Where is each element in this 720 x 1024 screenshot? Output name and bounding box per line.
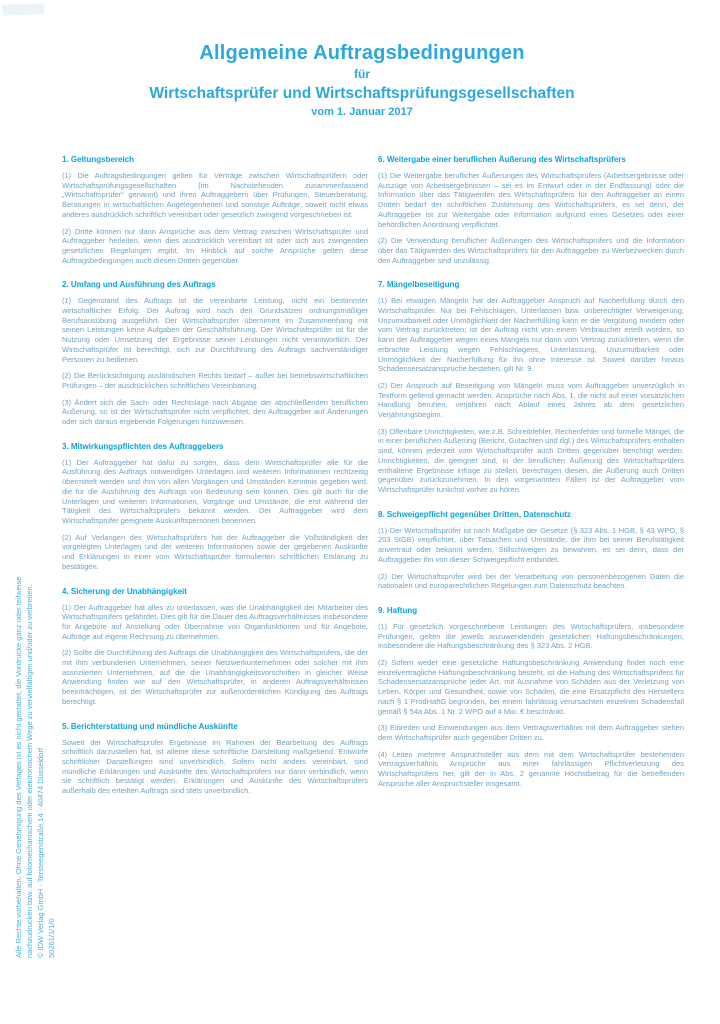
terms-section bbox=[378, 280, 684, 494]
section-heading: 2. Umfang und Ausführung des Auftrags bbox=[62, 280, 216, 290]
section-paragraph: (1) Der Auftraggeber hat alles zu unterlassen, was die Unabhängigkeit der Mitarbeiter des Wirtschaftsprüfers gefährdet. Dies gilt für die Dauer des Auftragsverhältnisses insbesondere für Angebote auf Anstellung oder Übernahme von Organfunktionen und für Angebote, Aufträge auf eigene Rechnung zu übernehmen. bbox=[62, 602, 368, 641]
section-paragraph: (1) Bei etwaigen Mängeln hat der Auftraggeber Anspruch auf Nacherfüllung durch den Wirtschaftsprüfer. Nur bei Fehlschlagen, Unterlassen bzw. unberechtigter Verweigerung, Unzumutbarkeit oder Unmöglichkeit der Nacherfüllung kann er die Vergütung mindern oder vom Vertrag zurücktreten; ist der Auftrag nicht von einem Verbraucher erteilt worden, so kann der Auftraggeber wegen eines Mangels nur dann vom Vertrag zurücktreten, wenn die erbrachte Leistung wegen Fehlschlagens, Unterlassung, Unzumutbarkeit oder Unmöglichkeit der Nacherfüllung für ihn ohne Interesse ist. Soweit darüber hinaus Schadensersatzansprüche bestehen, gilt Nr. 9. bbox=[378, 296, 684, 374]
section-heading: 4. Sicherung der Unabhängigkeit bbox=[62, 586, 187, 596]
column-right bbox=[378, 150, 684, 803]
imprint-form-number: 50261/1/1/0 bbox=[47, 918, 56, 958]
section-paragraph: (2) Der Wirtschaftsprüfer wird bei der Verarbeitung von personenbezogenen Daten die nationalen und europarechtlichen Regelungen zum Datenschutz beachten. bbox=[378, 571, 684, 591]
document-title: Allgemeine Auftragsbedingungen bbox=[199, 42, 525, 64]
section-heading: 3. Mitwirkungspflichten des Auftraggebers bbox=[62, 441, 224, 451]
document-subtitle-date: vom 1. Januar 2017 bbox=[311, 106, 413, 118]
terms-section bbox=[62, 722, 368, 796]
section-paragraph: (2) Der Anspruch auf Beseitigung von Mängeln muss vom Auftraggeber unverzüglich in Textform geltend gemacht werden. Ansprüche nach Abs. 1, die nicht auf einer vorsätzlichen Handlung beruhen, verjähren nach Ablauf eines Jahres ab dem gesetzlichen Verjährungsbeginn. bbox=[378, 380, 684, 420]
terms-section bbox=[62, 280, 368, 426]
section-paragraph: (2) Sollte die Durchführung des Auftrags die Unabhängigkeit des Wirtschaftsprüfers, die der mit ihm verbundenen Unternehmen, seiner Netzwerkunternehmen oder solcher mit ihm assoziierten Unternehmen, auf die die Unabhängigkeitsvorschriften in gleicher Weise Anwendung finden wie auf den Wirtschaftsprüfer, in anderen Auftragsverhältnissen beeinträchtigen, ist der Wirtschaftsprüfer zur außerordentlichen Kündigung des Auftrags berechtigt. bbox=[62, 648, 368, 706]
section-paragraph: (3) Einreden und Einwendungen aus dem Vertragsverhältnis mit dem Auftraggeber stehen dem Wirtschaftsprüfer auch gegenüber Dritten zu. bbox=[378, 723, 684, 742]
terms-section bbox=[62, 587, 368, 707]
section-heading: 5. Berichterstattung und mündliche Auskünfte bbox=[62, 721, 238, 731]
margin-imprint bbox=[13, 258, 57, 958]
section-paragraph: (4) Leiten mehrere Anspruchsteller aus dem mit dem Wirtschaftsprüfer bestehenden Vertragsverhältnis Ansprüche aus einer fahrlässigen Pflichtverletzung des Wirtschaftsprüfers her, gilt der in Abs. 2 genannte Höchstbetrag für die betreffenden Ansprüche aller Anspruchsteller insgesamt. bbox=[378, 749, 684, 788]
document-body bbox=[62, 150, 684, 803]
section-paragraph: Soweit der Wirtschaftsprüfer Ergebnisse im Rahmen der Bearbeitung des Auftrags schriftlich darzustellen hat, ist alleine diese schriftliche Darstellung maßgebend. Entwürfe schriftlicher Darstellungen sind unverbindlich. Sofern nicht anders vereinbart, sind mündliche Erklärungen und Auskünfte des Wirtschaftsprüfers nur dann verbindlich, wenn sie schriftlich bestätigt werden. Erklärungen und Auskünfte des Wirtschaftsprüfers außerhalb des erteilten Auftrags sind stets unverbindlich. bbox=[62, 737, 368, 796]
document-header bbox=[62, 40, 662, 120]
terms-section bbox=[378, 155, 684, 265]
print-artifact-mark bbox=[2, 3, 44, 15]
section-heading: 1. Geltungsbereich bbox=[62, 155, 135, 164]
section-paragraph: (1) Für gesetzlich vorgeschriebene Leistungen des Wirtschaftsprüfers, insbesondere Prüfungen, gelten die jeweils anzuwendenden gesetzlichen Haftungsbeschränkungen, insbesondere die Haftungsbeschränkung des § 323 Abs. 2 HGB. bbox=[378, 621, 684, 651]
section-paragraph: (1) Gegenstand des Auftrags ist die vereinbarte Leistung, nicht ein bestimmter wirtschaftlicher Erfolg. Der Auftrag wird nach den Grundsätzen ordnungsmäßiger Berufsausübung ausgeführt. Der Wirtschaftsprüfer übernimmt im Zusammenhang mit seinen Leistungen keine Aufgaben der Geschäftsführung. Der Wirtschaftsprüfer ist für die Nutzung oder Umsetzung der Ergebnisse seiner Leistungen nicht verantwortlich. Der Wirtschaftsprüfer ist berechtigt, sich zur Durchführung des Auftrags sachverständiger Personen zu bedienen. bbox=[62, 296, 368, 364]
column-left bbox=[62, 150, 368, 803]
section-heading: 7. Mängelbeseitigung bbox=[378, 280, 460, 290]
section-paragraph: (1) Der Wirtschaftsprüfer ist nach Maßgabe der Gesetze (§ 323 Abs. 1 HGB, § 43 WPO, § 203 StGB) verpflichtet, über Tatsachen und Umstände, die ihm bei seiner Berufstätigkeit anvertraut oder bekannt werden, Stillschweigen zu bewahren, es sei denn, dass der Auftraggeber ihn von dieser Schweigepflicht entbindet. bbox=[378, 525, 684, 564]
terms-section bbox=[62, 155, 368, 265]
section-paragraph: (2) Die Berücksichtigung ausländischen Rechts bedarf – außer bei betriebswirtschaftlichen Prüfungen – der ausdrücklichen schriftlichen Vereinbarung. bbox=[62, 371, 368, 390]
section-heading: 8. Schweigepflicht gegenüber Dritten, Datenschutz bbox=[378, 509, 571, 519]
section-paragraph: (2) Sofern weder eine gesetzliche Haftungsbeschränkung Anwendung findet noch eine einzelvertragliche Haftungsbeschränkung besteht, ist die Haftung des Wirtschaftsprüfers für Schadensersatzansprüche jeder Art, mit Ausnahme von Schäden aus der Verletzung von Leben, Körper und Gesundheit, sowie von Schäden, die eine Ersatzpflicht des Herstellers nach § 1 ProdHaftG begründen, bei einem fahrlässig verursachten einzelnen Schadensfall gemäß § 54a Abs. 1 Nr. 2 WPO auf 4 Mio. € beschränkt. bbox=[378, 658, 684, 716]
terms-section bbox=[378, 606, 684, 789]
section-heading: 6. Weitergabe einer beruflichen Äußerung des Wirtschaftsprüfers bbox=[378, 155, 626, 164]
document-subtitle-main: Wirtschaftsprüfer und Wirtschaftsprüfungsgesellschaften bbox=[149, 85, 575, 102]
imprint-rights-line: Alle Rechte vorbehalten. Ohne Genehmigung des Verlages ist es nicht gestattet, die Vordrucke ganz oder teilweise bbox=[14, 576, 23, 958]
section-paragraph: (3) Offenbare Unrichtigkeiten, wie z.B. Schreibfehler, Rechenfehler und formelle Mängel, die in einer beruflichen Äußerung (Bericht, Gutachten und dgl.) des Wirtschaftsprüfers enthalten sind, können jederzeit vom Wirtschaftsprüfer auch Dritten gegenüber berichtigt werden. Unrichtigkeiten, die geeignet sind, in der beruflichen Äußerung des Wirtschaftsprüfers enthaltene Ergebnisse infrage zu stellen, berechtigen diesen, die Äußerung auch Dritten gegenüber zurückzunehmen. In den vorgenannten Fällen ist der Auftraggeber vom Wirtschaftsprüfer tunlichst vorher zu hören. bbox=[378, 426, 684, 494]
section-paragraph: (1) Die Weitergabe beruflicher Äußerungen des Wirtschaftsprüfers (Arbeitsergebnisse oder Auszüge von Arbeitsergebnissen – sei es im Entwurf oder in der Endfassung) oder die Information über das Tätigwerden des Wirtschaftsprüfers für den Auftraggeber an einen Dritten bedarf der schriftlichen Zustimmung des Wirtschaftsprüfers, es sei denn, der Auftraggeber ist zur Weitergabe oder Information aufgrund eines Gesetzes oder einer behördlichen Anordnung verpflichtet. bbox=[378, 171, 684, 229]
terms-section bbox=[378, 510, 684, 591]
section-paragraph: (2) Dritte können nur dann Ansprüche aus dem Vertrag zwischen Wirtschaftsprüfer und Auftraggeber herleiten, wenn dies ausdrücklich vereinbart ist oder sich aus zwingenden gesetzlichen Regelungen ergibt. Im Hinblick auf solche Ansprüche gelten diese Auftragsbedingungen auch diesen Dritten gegenüber. bbox=[62, 226, 368, 265]
section-paragraph: (1) Der Auftraggeber hat dafür zu sorgen, dass dem Wirtschaftsprüfer alle für die Ausführung des Auftrags notwendigen Unterlagen und weiteren Informationen rechtzeitig übermittelt werden und ihm von allen Vorgängen und Umständen Kenntnis gegeben wird, die für die Ausführung des Auftrags von Bedeutung sein können. Dies gilt auch für die Unterlagen und weiteren Informationen, Vorgänge und Umstände, die erst während der Tätigkeit des Wirtschaftsprüfers bekannt werden. Der Auftraggeber wird dem Wirtschaftsprüfer geeignete Auskunftspersonen benennen. bbox=[62, 457, 368, 525]
imprint-publisher-line: © IDW Verlag GmbH · Tersteegenstraße 14 · 40474 Düsseldorf bbox=[36, 747, 45, 958]
section-paragraph: (2) Die Verwendung beruflicher Äußerungen des Wirtschaftsprüfers und die Information über das Tätigwerden des Wirtschaftsprüfers für den Auftraggeber zu Werbezwecken durch den Auftraggeber sind unzulässig. bbox=[378, 236, 684, 265]
document-subtitle-fuer: für bbox=[354, 67, 370, 81]
terms-section bbox=[62, 442, 368, 572]
section-paragraph: (1) Die Auftragsbedingungen gelten für Verträge zwischen Wirtschaftsprüfern oder Wirtschaftsprüfungsgesellschaften (im Nachstehenden zusammenfassend „Wirtschaftsprüfer“ genannt) und ihren Auftraggebern über Prüfungen, Steuerberatung, Beratungen in wirtschaftlichen Angelegenheiten und sonstige Aufträge, soweit nicht etwas anderes ausdrücklich schriftlich vereinbart oder gesetzlich zwingend vorgeschrieben ist. bbox=[62, 171, 368, 219]
section-paragraph: (2) Auf Verlangen des Wirtschaftsprüfers hat der Auftraggeber die Vollständigkeit der vorgelegten Unterlagen und der weiteren Informationen sowie der gegebenen Auskünfte und Erklärungen in einer vom Wirtschaftsprüfer formulierten schriftlichen Erklärung zu bestätigen. bbox=[62, 532, 368, 571]
imprint-reprint-line: nachzudrucken bzw. auf fotomechanischem oder elektronischem Wege zu vervielfältigen und/oder zu verbreiten. bbox=[25, 584, 34, 958]
section-paragraph: (3) Ändert sich die Sach- oder Rechtslage nach Abgabe der abschließenden beruflichen Äußerung, so ist der Wirtschaftsprüfer nicht verpflichtet, den Auftraggeber auf Änderungen oder sich daraus ergebende Folgerungen hinzuweisen. bbox=[62, 397, 368, 427]
section-heading: 9. Haftung bbox=[378, 605, 418, 615]
